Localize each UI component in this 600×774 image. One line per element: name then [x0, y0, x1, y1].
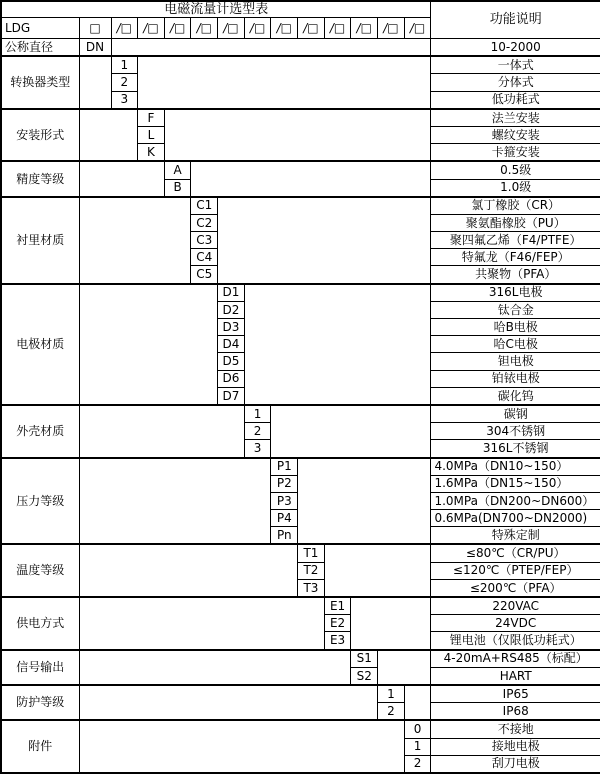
code-cell: C4: [191, 249, 218, 266]
function-value-cell: 分体式: [431, 74, 600, 91]
filler-cell: [164, 109, 431, 162]
section-label: 转换器类型: [1, 56, 79, 109]
filler-cell: [324, 544, 431, 597]
filler-cell: [79, 650, 351, 685]
filler-cell: [351, 597, 431, 650]
function-value-cell: 1.6MPa（DN15~150）: [431, 475, 600, 492]
code-cell: C2: [191, 214, 218, 231]
code-cell: A: [164, 161, 191, 179]
code-cell: P4: [271, 510, 298, 527]
filler-cell: [79, 720, 404, 773]
function-value-cell: 锂电池（仅限低功耗式）: [431, 632, 600, 650]
filler-cell: [244, 284, 431, 405]
model-slash-box: /□: [218, 18, 245, 39]
code-cell: T3: [298, 579, 325, 597]
code-cell: D6: [218, 370, 245, 387]
section-label: 外壳材质: [1, 405, 79, 458]
function-value-cell: 聚氨酯橡胶（PU）: [431, 214, 600, 231]
code-cell: E2: [324, 615, 351, 632]
code-cell: P3: [271, 492, 298, 509]
section-label: 衬里材质: [1, 197, 79, 284]
code-cell: 1: [244, 405, 271, 423]
filler-cell: [79, 284, 218, 405]
model-slash-box: /□: [404, 18, 431, 39]
function-value-cell: 304不锈钢: [431, 423, 600, 440]
function-value-cell: 刮刀电极: [431, 755, 600, 773]
code-cell: 2: [378, 703, 405, 721]
model-slash-box: /□: [324, 18, 351, 39]
function-value-cell: IP65: [431, 685, 600, 703]
section-label: 压力等级: [1, 458, 79, 545]
function-value-cell: 聚四氟乙烯（F4/PTFE）: [431, 232, 600, 249]
function-value-cell: 接地电极: [431, 738, 600, 755]
code-cell: DN: [79, 39, 111, 57]
filler-cell: [79, 197, 191, 284]
code-cell: C3: [191, 232, 218, 249]
section-label: 温度等级: [1, 544, 79, 597]
code-cell: Pn: [271, 527, 298, 545]
code-cell: E3: [324, 632, 351, 650]
function-value-cell: 钽电极: [431, 353, 600, 370]
model-slash-box: /□: [244, 18, 271, 39]
filler-cell: [79, 109, 138, 162]
code-cell: B: [164, 179, 191, 197]
filler-cell: [218, 197, 431, 284]
function-column-header: 功能说明: [431, 1, 600, 39]
code-cell: S1: [351, 650, 378, 668]
model-slash-box: /□: [298, 18, 325, 39]
function-value-cell: IP68: [431, 703, 600, 721]
function-value-cell: 10-2000: [431, 39, 600, 57]
model-slash-box: /□: [164, 18, 191, 39]
code-cell: S2: [351, 667, 378, 685]
table-title: 电磁流量计选型表: [1, 1, 431, 18]
function-value-cell: 1.0级: [431, 179, 600, 197]
section-label: 防护等级: [1, 685, 79, 720]
section-label: 供电方式: [1, 597, 79, 650]
function-value-cell: 不接地: [431, 720, 600, 738]
model-slash-box: /□: [351, 18, 378, 39]
function-value-cell: 24VDC: [431, 615, 600, 632]
filler-cell: [404, 685, 431, 720]
code-cell: D5: [218, 353, 245, 370]
function-value-cell: 316L电极: [431, 284, 600, 302]
model-slash-box: /□: [191, 18, 218, 39]
model-slash-box: /□: [378, 18, 405, 39]
filler-cell: [79, 597, 324, 650]
function-value-cell: ≤80℃（CR/PU）: [431, 544, 600, 562]
code-cell: P1: [271, 458, 298, 476]
code-cell: 3: [244, 440, 271, 458]
code-cell: T1: [298, 544, 325, 562]
code-cell: D4: [218, 336, 245, 353]
function-value-cell: 哈B电极: [431, 319, 600, 336]
function-value-cell: 220VAC: [431, 597, 600, 615]
filler-cell: [79, 56, 111, 109]
filler-cell: [298, 458, 431, 545]
code-cell: 2: [244, 423, 271, 440]
filler-cell: [79, 685, 378, 720]
code-cell: 3: [111, 91, 138, 109]
section-label: 安装形式: [1, 109, 79, 162]
function-value-cell: 一体式: [431, 56, 600, 74]
model-code-box: □: [79, 18, 111, 39]
function-value-cell: ≤120℃（PTEP/FEP）: [431, 562, 600, 579]
code-cell: K: [138, 144, 165, 162]
model-prefix-cell: LDG: [1, 18, 79, 39]
function-value-cell: 0.5级: [431, 161, 600, 179]
filler-cell: [378, 650, 431, 685]
code-cell: C5: [191, 266, 218, 284]
function-value-cell: HART: [431, 667, 600, 685]
function-value-cell: 碳化钨: [431, 387, 600, 405]
section-label: 附件: [1, 720, 79, 773]
code-cell: D7: [218, 387, 245, 405]
code-cell: 1: [404, 738, 431, 755]
code-cell: 2: [404, 755, 431, 773]
function-value-cell: 卡箍安装: [431, 144, 600, 162]
function-value-cell: 共聚物（PFA）: [431, 266, 600, 284]
filler-cell: [79, 161, 164, 196]
function-value-cell: 316L不锈钢: [431, 440, 600, 458]
code-cell: 1: [378, 685, 405, 703]
code-cell: P2: [271, 475, 298, 492]
filler-cell: [79, 544, 298, 597]
code-cell: D1: [218, 284, 245, 302]
function-value-cell: 1.0MPa（DN200~DN600）: [431, 492, 600, 509]
filler-cell: [111, 39, 431, 57]
code-cell: C1: [191, 197, 218, 215]
code-cell: D3: [218, 319, 245, 336]
function-value-cell: 4.0MPa（DN10~150）: [431, 458, 600, 476]
function-value-cell: ≤200℃（PFA）: [431, 579, 600, 597]
section-label: 信号输出: [1, 650, 79, 685]
model-slash-box: /□: [271, 18, 298, 39]
function-value-cell: 钛合金: [431, 301, 600, 318]
function-value-cell: 4-20mA+RS485（标配）: [431, 650, 600, 668]
filler-cell: [79, 405, 244, 458]
function-value-cell: 法兰安装: [431, 109, 600, 127]
function-value-cell: 哈C电极: [431, 336, 600, 353]
model-slash-box: /□: [111, 18, 138, 39]
code-cell: 2: [111, 74, 138, 91]
function-value-cell: 特殊定制: [431, 527, 600, 545]
code-cell: E1: [324, 597, 351, 615]
code-cell: F: [138, 109, 165, 127]
code-cell: L: [138, 126, 165, 143]
function-value-cell: 氯丁橡胶（CR）: [431, 197, 600, 215]
function-value-cell: 碳钢: [431, 405, 600, 423]
code-cell: 1: [111, 56, 138, 74]
function-value-cell: 0.6MPa(DN700~DN2000): [431, 510, 600, 527]
code-cell: D2: [218, 301, 245, 318]
section-label: 公称直径: [1, 39, 79, 57]
model-slash-box: /□: [138, 18, 165, 39]
function-value-cell: 铂铱电极: [431, 370, 600, 387]
filler-cell: [79, 458, 271, 545]
filler-cell: [191, 161, 431, 196]
function-value-cell: 螺纹安装: [431, 126, 600, 143]
filler-cell: [138, 56, 431, 109]
code-cell: T2: [298, 562, 325, 579]
filler-cell: [271, 405, 431, 458]
code-cell: 0: [404, 720, 431, 738]
section-label: 电极材质: [1, 284, 79, 405]
section-label: 精度等级: [1, 161, 79, 196]
function-value-cell: 低功耗式: [431, 91, 600, 109]
function-value-cell: 特氟龙（F46/FEP）: [431, 249, 600, 266]
